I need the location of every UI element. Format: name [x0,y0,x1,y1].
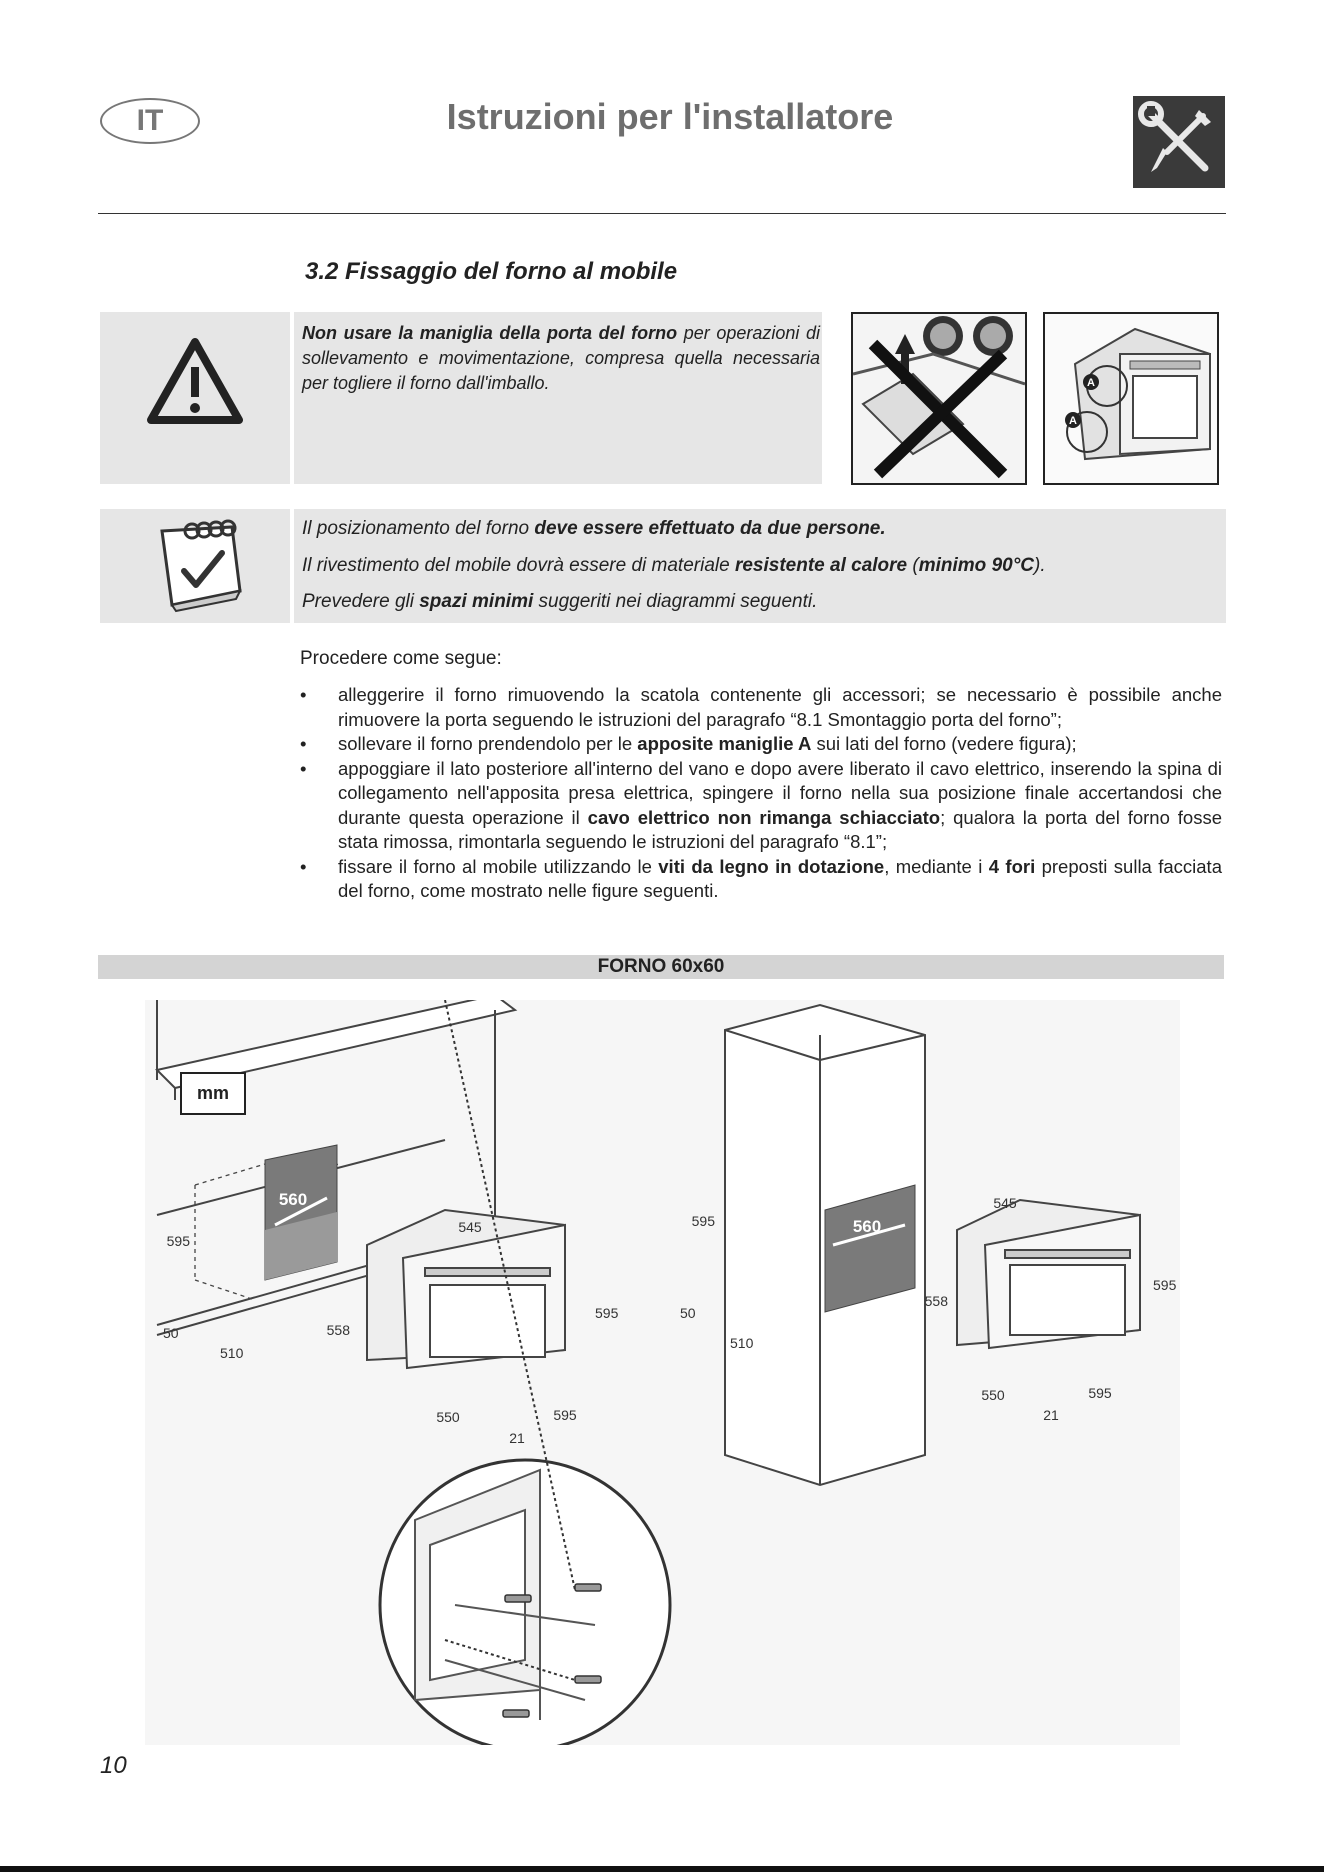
undercounter-niche-depth: 510 [220,1345,244,1361]
section-title: 3.2 Fissaggio del forno al mobile [305,258,678,285]
page-number: 10 [100,1752,127,1779]
undercounter-niche-width: 560 [278,1190,308,1209]
undercounter-frame-thickness: 21 [509,1430,525,1446]
bottom-edge-bar [0,1866,1324,1872]
header-divider [98,213,1226,214]
figure-title-bar: FORNO 60x60 [98,955,1224,979]
column-niche-height: 595 [691,1213,715,1229]
column-oven-width: 595 [1088,1385,1112,1401]
undercounter-front-gap: 50 [163,1325,179,1341]
language-badge: IT [100,98,200,144]
column-front-gap: 50 [680,1305,696,1321]
undercounter-oven-height: 595 [595,1305,619,1321]
undercounter-oven-width: 595 [553,1407,577,1423]
column-niche-depth: 510 [730,1335,754,1351]
column-niche-width: 560 [852,1217,882,1236]
undercounter-niche-height: 595 [166,1233,190,1249]
undercounter-oven-inner-height: 558 [326,1322,350,1338]
procedure-steps-list [300,683,1222,904]
note-line-min-spaces: Prevedere gli spazi minimi suggeriti nei diagrammi seguenti. [302,591,818,612]
column-frame-thickness: 21 [1043,1407,1059,1423]
page-header-title: Istruzioni per l'installatore [446,96,894,137]
warning-body: per operazioni di sollevamento e movimentazione, compresa quella necessaria per togliere il forno dall'imballo. [302,323,820,393]
warning-icon-cell [100,312,290,484]
note-line-heat-resistant: Il rivestimento del mobile dovrà essere di materiale resistente al calore (minimo 90°C). [302,555,1046,576]
list-item: • appoggiare il lato posteriore all'interno del vano e dopo avere liberato il cavo elettrico, inserendo la spina di collegamento nell'apposita presa elettrica, spingere il forno nella sua posizione finale accertandosi che durante questa operazione il cavo elettrico non rimanga schiacciato; qualora la porta del forno fosse stata rimossa, rimontarla seguendo le istruzioni del paragrafo “8.1”; [300,757,1222,852]
note-line-two-people: Il posizionamento del forno deve essere effettuato da due persone. [302,518,886,539]
unit-label: mm [180,1072,246,1115]
list-item: • sollevare il forno prendendolo per le apposite maniglie A sui lati del forno (vedere figura); [300,733,1077,754]
warning-text [302,321,820,396]
note-icon-cell [100,509,290,623]
undercounter-oven-depth-top: 545 [458,1219,482,1235]
column-oven-inner-height: 558 [924,1293,948,1309]
installation-dimensions-diagram [145,1000,1180,1745]
list-item: • fissare il forno al mobile utilizzando le viti da legno in dotazione, mediante i 4 fori preposti sulla facciata del forno, come mostrato nelle figure seguenti. [300,855,1222,901]
list-item: • alleggerire il forno rimuovendo la scatola contenente gli accessori; se necessario è possibile anche rimuovere la porta seguendo le istruzioni del paragrafo “8.1 Smontaggio porta del forno”; [300,684,1222,730]
oven-side-handles-illustration [1043,312,1219,485]
warning-bold-lead: Non usare la maniglia della porta del forno [302,323,678,343]
handle-callout-a-upper: A [1087,377,1095,389]
column-oven-depth-bottom: 550 [981,1387,1005,1403]
warning-icon [100,312,290,484]
door-handle-prohibited-illustration [851,312,1027,485]
column-oven-depth-top: 545 [993,1195,1017,1211]
procedure-intro: Procedere come segue: [300,648,502,669]
column-oven-height: 595 [1153,1277,1177,1293]
tools-icon [1133,96,1225,188]
undercounter-oven-depth-bottom: 550 [436,1409,460,1425]
notepad-check-icon [100,509,290,623]
handle-callout-a-lower: A [1069,415,1077,427]
